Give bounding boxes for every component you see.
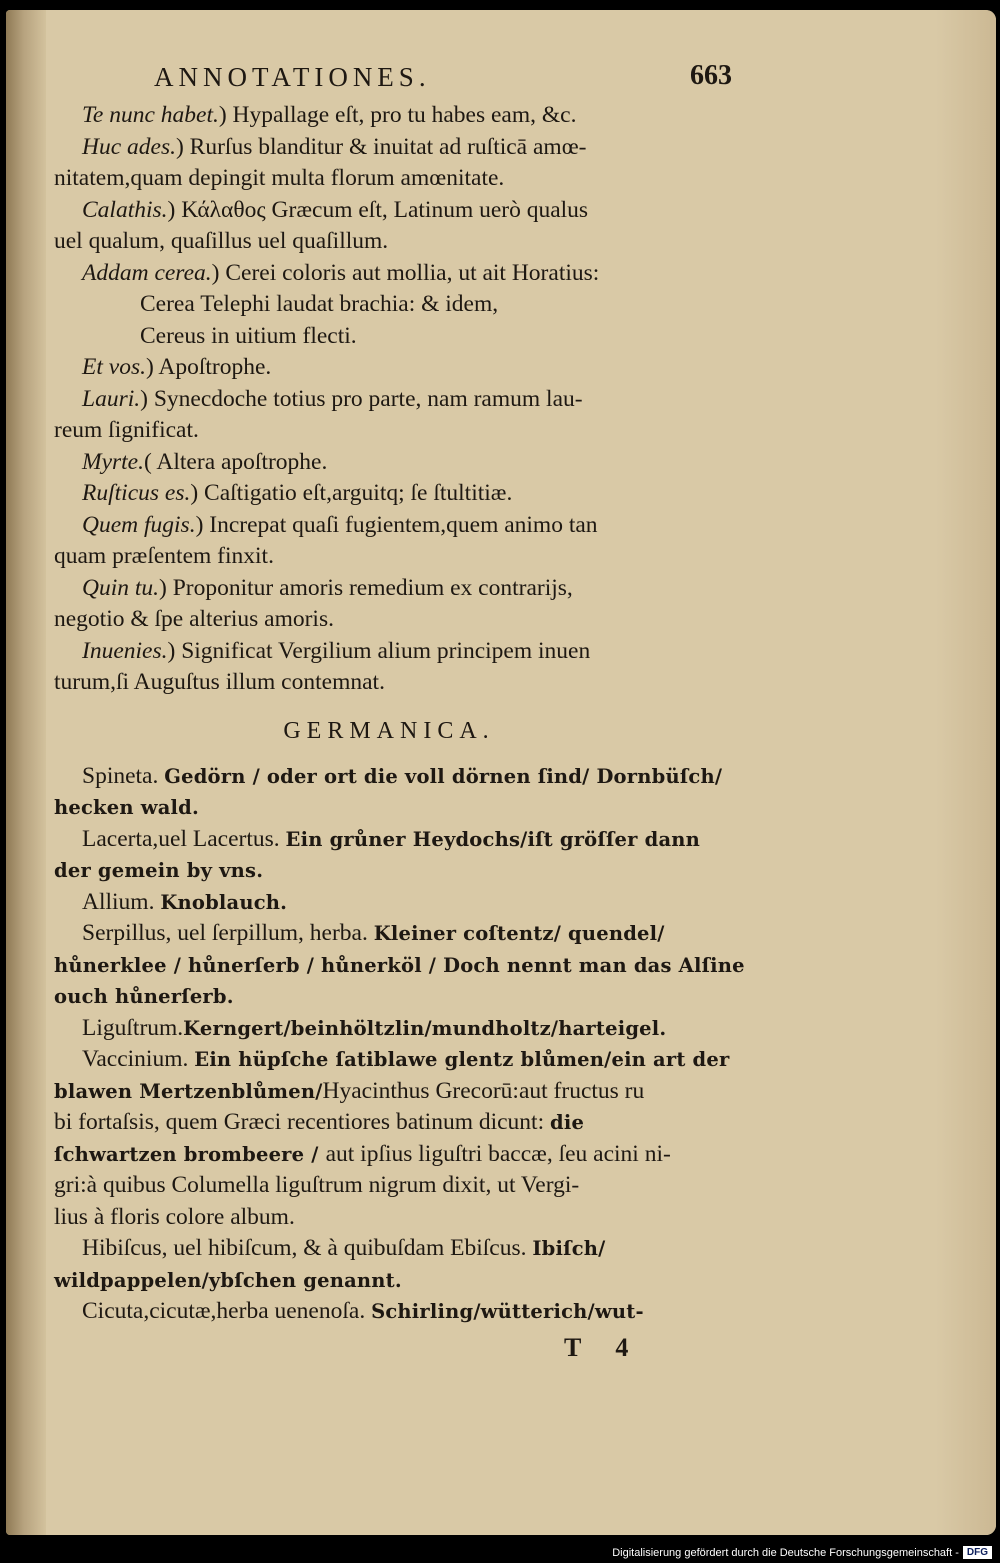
glossary-latin-term: Serpillus, uel ſerpillum, herba. — [82, 920, 374, 946]
page-number: 663 — [690, 60, 732, 91]
page-gutter-shadow — [6, 10, 46, 1535]
glossary-latin-term: Allium. — [82, 888, 161, 915]
glossary-latin-term: Vaccinium. — [82, 1046, 195, 1072]
annotation-lemma: Quin tu. — [82, 574, 160, 601]
glossary-line — [54, 855, 724, 887]
annotation-line — [54, 604, 724, 636]
glossary-latin-term: Cicuta,cicutæ,herba uenenoſa. — [82, 1298, 372, 1324]
glossary-latin-continuation: Hyacinthus Grecorū:aut fructus ru — [322, 1077, 645, 1104]
annotation-lemma: Huc ades. — [82, 133, 176, 160]
glossary-line — [54, 1202, 724, 1234]
glossary-line — [54, 981, 724, 1013]
annotation-text: uel qualum, quaſillus uel quaſillum. — [54, 228, 389, 254]
annotation-text: ( Altera apoſtrophe. — [144, 448, 328, 475]
annotation-line — [54, 510, 724, 542]
digitization-footer — [612, 1546, 992, 1559]
annotation-text: nitatem,quam depingit multa florum amœnitate. — [54, 165, 505, 191]
glossary-line — [54, 1233, 724, 1265]
glossary-latin-term: gri:à quibus Columella liguſtrum nigrum dixit, ut Vergi- — [54, 1172, 580, 1198]
glossary-german-gloss: Gedörn / oder ort die voll dörnen ſind/ Dornbüſch/ — [164, 764, 723, 788]
annotation-line — [54, 636, 724, 668]
glossary-line — [54, 1107, 724, 1139]
dfg-logo: DFG — [963, 1546, 992, 1559]
glossary-line — [54, 1076, 724, 1108]
annotation-text: ) Cerei coloris aut mollia, ut ait Horatius: — [211, 259, 600, 286]
annotation-lemma: Et vos. — [82, 354, 146, 380]
annotation-line — [54, 352, 724, 384]
book-page — [6, 10, 996, 1535]
glossary-line — [54, 1013, 724, 1045]
annotation-lemma: Ruſticus es. — [82, 480, 191, 506]
glossary-line — [54, 1265, 724, 1297]
glossary-latin-term: Liguſtrum. — [82, 1014, 184, 1041]
section-heading: GERMANICA. — [283, 717, 495, 744]
annotation-line — [54, 667, 724, 699]
glossary-german-gloss: Kleiner coſtentz/ quendel/ — [373, 922, 665, 945]
annotation-line — [54, 226, 724, 258]
annotation-text: ) Synecdoche totius pro parte, nam ramum lau- — [140, 385, 583, 412]
annotation-text: turum,ſi Auguſtus illum contemnat. — [54, 669, 385, 695]
signature-text: T 4 — [564, 1332, 643, 1362]
annotation-line — [54, 384, 724, 416]
annotation-line — [54, 447, 724, 479]
glossary-line — [54, 1170, 724, 1202]
annotation-line — [54, 258, 724, 290]
annotation-text: ) Κάλαθος Græcum eſt, Latinum uerò qualus — [167, 196, 589, 223]
glossary-line — [54, 887, 724, 919]
glossary-german-gloss: Ein grůner Heydochs/iſt gröſſer dann — [285, 827, 701, 851]
glossary-german-gloss: die — [550, 1111, 585, 1134]
annotation-text: reum ſignificat. — [54, 417, 199, 443]
glossary-line — [54, 1139, 724, 1171]
glossary-latin-term: bi fortaſsis, quem Græci recentiores batinum dicunt: — [54, 1109, 550, 1135]
glossary-german-gloss: ſchwartzen brombeere / — [54, 1142, 326, 1166]
glossary-german-gloss: Ibiſch/ — [532, 1237, 606, 1260]
running-title: ANNOTATIONES. — [154, 62, 431, 92]
annotation-line — [54, 163, 724, 195]
annotation-text: Cerea Telephi laudat brachia: & idem, — [140, 291, 499, 317]
page-edge-shadow — [936, 10, 996, 1535]
annotation-text: ) Rurſus blanditur & inuitat ad ruſticā amœ- — [175, 133, 587, 160]
glossary-german-gloss: Ein hüpſche ſatiblawe glentz blůmen/ein art der — [194, 1048, 730, 1071]
footer-credit: Digitalisierung gefördert durch die Deutsche Forschungsgemeinschaft - — [612, 1546, 959, 1559]
annotation-text: ) Significat Vergilium alium principem inuen — [167, 637, 591, 664]
glossary-german-gloss: Knoblauch. — [160, 890, 288, 914]
glossary-line — [54, 1296, 724, 1328]
glossary-line — [54, 1044, 730, 1076]
glossary-latin-term: Hibiſcus, uel hibiſcum, & à quibuſdam Ebiſcus. — [82, 1235, 533, 1261]
glossary-line — [54, 824, 724, 856]
annotation-text: ) Apoſtrophe. — [145, 354, 272, 380]
glossary-latin-continuation: aut ipſius liguſtri baccæ, ſeu acini ni- — [325, 1140, 671, 1167]
annotation-line — [54, 132, 724, 164]
german-glossary — [54, 761, 745, 1328]
page-text-block — [54, 50, 745, 1368]
annotation-lemma: Quem fugis. — [82, 511, 196, 538]
glossary-latin-term: lius à floris colore album. — [54, 1203, 295, 1230]
glossary-line — [54, 950, 745, 982]
annotation-lemma: Calathis. — [82, 196, 168, 223]
annotation-line — [54, 573, 724, 605]
glossary-line — [54, 918, 724, 950]
running-head — [54, 50, 732, 100]
annotation-lemma: Inuenies. — [82, 637, 168, 664]
glossary-german-gloss: blawen Mertzenblůmen/ — [54, 1079, 323, 1103]
glossary-german-gloss: Kerngert/beinhöltzlin/mundholtz/harteigel. — [183, 1016, 667, 1040]
annotation-line — [54, 321, 724, 353]
annotation-line — [54, 289, 724, 321]
glossary-line — [54, 761, 724, 793]
latin-annotations — [54, 100, 724, 699]
annotation-lemma: Myrte. — [82, 448, 144, 475]
glossary-german-gloss: hůnerklee / hůnerſerb / hůnerköl / Doch nennt man das Alſine — [54, 953, 745, 977]
annotation-text: Cereus in uitium flecti. — [140, 322, 357, 349]
annotation-line — [54, 415, 724, 447]
glossary-german-gloss: hecken wald. — [54, 796, 199, 819]
annotation-line — [54, 195, 724, 227]
annotation-text: ) Proponitur amoris remedium ex contrarijs, — [159, 574, 573, 601]
annotation-line — [54, 541, 724, 573]
glossary-german-gloss: der gemein by vns. — [54, 859, 264, 882]
annotation-text: ) Hypallage eſt, pro tu habes eam, &c. — [218, 102, 577, 128]
annotation-text: negotio & ſpe alterius amoris. — [54, 606, 334, 632]
annotation-text: quam præſentem finxit. — [54, 543, 274, 569]
annotation-lemma: Te nunc habet. — [82, 102, 219, 128]
glossary-line — [54, 792, 724, 824]
annotation-text: ) Caſtigatio eſt,arguitq; ſe ſtultitiæ. — [190, 480, 513, 506]
annotation-lemma: Lauri. — [82, 385, 141, 412]
glossary-german-gloss: Schirling/wütterich/wut- — [371, 1300, 644, 1323]
annotation-line — [54, 100, 724, 132]
signature-mark — [54, 1328, 724, 1368]
glossary-german-gloss: wildpappelen/ybſchen genannt. — [54, 1268, 402, 1292]
annotation-line — [54, 478, 724, 510]
annotation-lemma: Addam cerea. — [82, 259, 212, 286]
annotation-text: ) Increpat quaſi fugientem,quem animo tan — [195, 511, 598, 538]
glossary-latin-term: Lacerta,uel Lacertus. — [82, 825, 286, 852]
glossary-german-gloss: ouch hůnerſerb. — [54, 985, 234, 1008]
glossary-latin-term: Spineta. — [82, 762, 165, 789]
